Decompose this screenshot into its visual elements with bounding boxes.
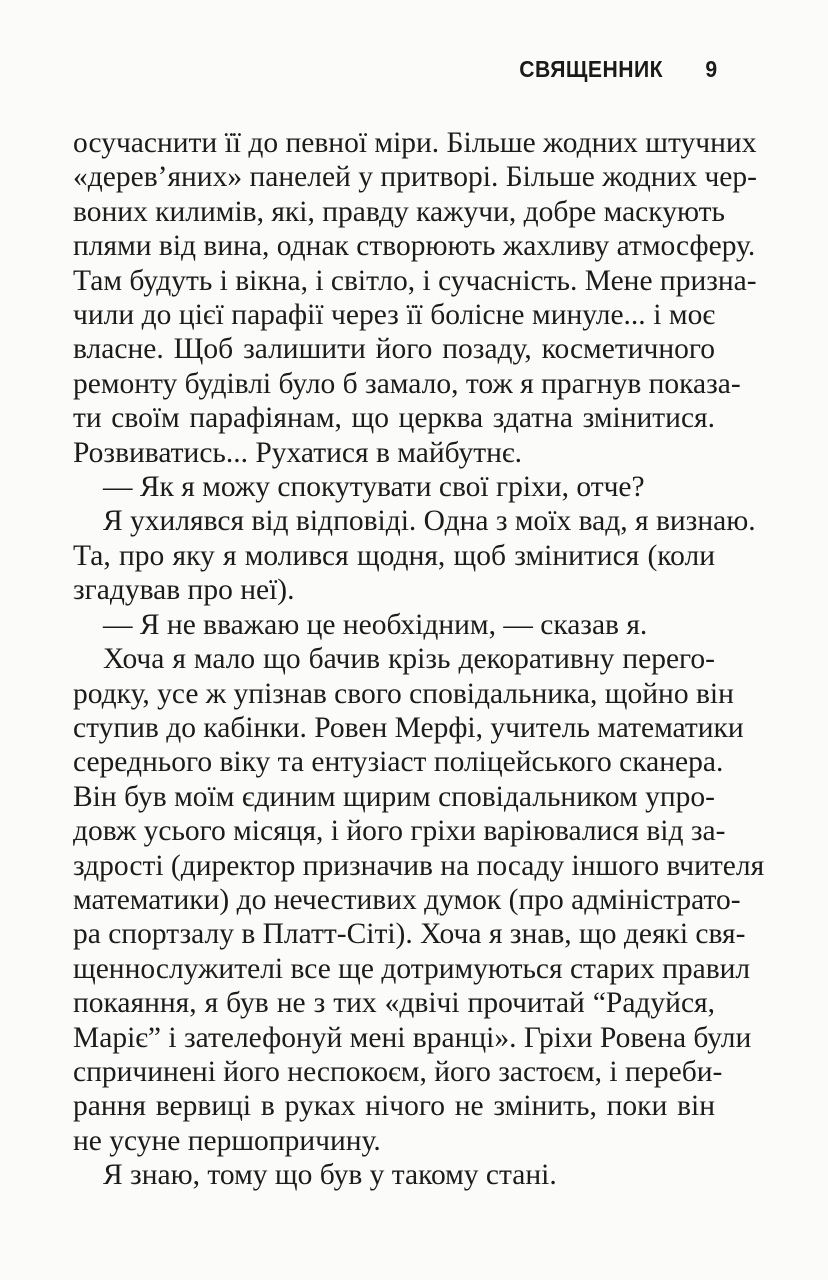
text-line: плями від вина, однак створюють жахливу атмосферу. — [73, 230, 756, 263]
text-line: Я знаю, тому що був у такому стані. — [103, 1159, 557, 1192]
text-line: родку, усе ж упізнав свого сповідальника, щойно він — [73, 677, 734, 710]
text-line: здрості (директор призначив на посаду іншого вчителя — [73, 849, 765, 882]
text-line: довж усього місяця, і його гріхи варіювалися від за- — [73, 815, 726, 848]
section-title: СВЯЩЕННИК — [519, 56, 664, 82]
text-line: Хоча я мало що бачив крізь декоративну перего- — [103, 643, 715, 676]
text-line: чили до цієї парафії через її болісне минуле... і моє — [73, 299, 715, 332]
text-line: середнього віку та ентузіаст поліцейського сканера. — [73, 746, 724, 779]
text-line: Маріє” і зателефонуй мені вранці». Гріхи Ровена були — [73, 1021, 752, 1054]
paragraph — [73, 126, 757, 470]
paragraph — [73, 1158, 715, 1192]
text-line: ремонту будівлі було б замало, тож я прагнув показа- — [73, 367, 741, 400]
text-line: ти своїм парафіянам, що церква здатна змінитися. — [73, 402, 715, 435]
text-line: спричинені його неспокоєм, його застоєм, і переби- — [73, 1055, 723, 1088]
text-line: Розвиватись... Рухатися в майбутнє. — [73, 436, 522, 469]
paragraph — [73, 504, 756, 607]
text-line: ра спортзалу в Платт-Сіті). Хоча я знав, що деякі свя- — [73, 918, 746, 951]
text-line: — Я не вважаю це необхідним, — сказав я. — [103, 608, 648, 641]
text-line: «дерев’яних» панелей у притворі. Більше жодних чер- — [73, 161, 757, 194]
body-text — [73, 126, 765, 1193]
running-head — [520, 56, 718, 83]
text-line: Там будуть і вікна, і світло, і сучасність. Мене призна- — [73, 264, 757, 297]
paragraph — [73, 470, 715, 504]
text-line: — Як я можу спокутувати свої гріхи, отче? — [103, 471, 645, 504]
text-line: покаяння, я був не з тих «двічі прочитай “Радуйся, — [73, 987, 715, 1020]
text-line: Він був моїм єдиним щирим сповідальником упро- — [73, 780, 715, 813]
text-line: осучаснити її до певної міри. Більше жодних штучних — [73, 127, 757, 159]
text-line: не усуне першопричину. — [73, 1124, 381, 1157]
paragraph — [73, 642, 765, 1158]
text-line: щеннослужителі все ще дотримуються старих правил — [73, 952, 751, 985]
text-line: ступив до кабінки. Ровен Мерфі, учитель математики — [73, 711, 744, 744]
paragraph — [73, 608, 715, 642]
page-number: 9 — [705, 56, 718, 82]
text-line: математики) до нечестивих думок (про адміністрато- — [73, 883, 741, 916]
text-line: згадував про неї). — [73, 574, 295, 607]
text-line: Та, про яку я молився щодня, щоб змінитися (коли — [73, 539, 715, 572]
text-line: Я ухилявся від відповіді. Одна з моїх вад, я визнаю. — [103, 505, 756, 538]
text-line: власне. Щоб залишити його позаду, косметичного — [73, 333, 715, 366]
text-line: рання вервиці в руках нічого не змінить, поки він — [73, 1090, 715, 1123]
text-line: воних килимів, які, правду кажучи, добре маскують — [73, 195, 725, 228]
